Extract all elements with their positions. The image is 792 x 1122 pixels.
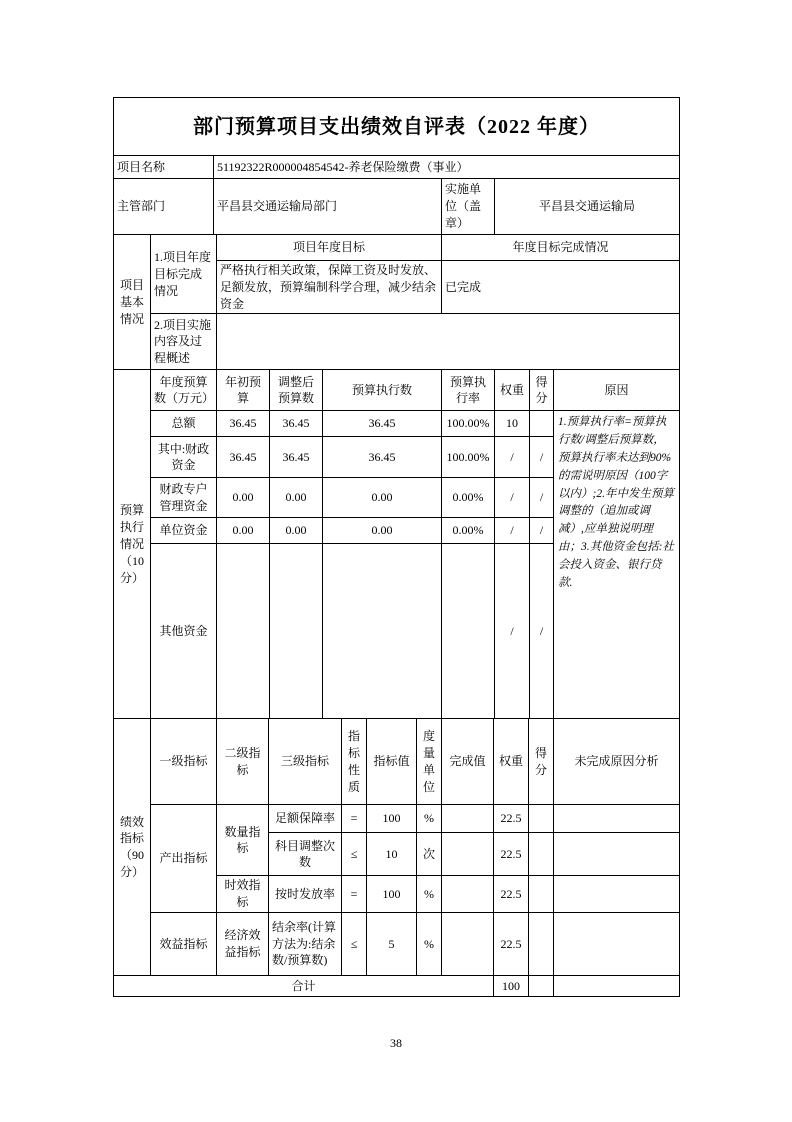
dept-value: 平昌县交通运输局部门 xyxy=(214,179,442,235)
perf-cell-level3: 足额保障率 xyxy=(269,805,342,833)
budget-row-label: 财政专户管理资金 xyxy=(151,478,217,518)
budget-cell-adjusted: 36.45 xyxy=(270,411,323,437)
perf-cell-analysis xyxy=(554,805,680,833)
budget-reason-text: 1.预算执行率=预算执行数/调整后预算数，预算执行率未达到90%的需说明原因（100字以内）;2.年中发生预算调整的（追加或调减）,应单独说明理由；3.其他资金包括:社会投入资金、银行贷款. xyxy=(554,411,680,719)
budget-header-weight: 权重 xyxy=(495,370,530,411)
budget-cell-rate xyxy=(442,544,495,719)
budget-cell-score: / xyxy=(530,437,554,478)
budget-cell-adjusted: 0.00 xyxy=(270,518,323,544)
perf-cell-nature: ≤ xyxy=(342,833,367,876)
budget-section-label: 预算执行情况（10分） xyxy=(114,370,151,719)
budget-cell-initial: 0.00 xyxy=(217,518,270,544)
budget-cell-executed xyxy=(323,544,442,719)
perf-cell-unit: 次 xyxy=(417,833,442,876)
perf-header-unit: 度量单位 xyxy=(417,719,442,805)
perf-cell-level3: 结余率(计算方法为:结余数/预算数) xyxy=(269,912,342,975)
perf-cell-level3: 按时发放率 xyxy=(269,876,342,913)
perf-cell-score xyxy=(529,833,554,876)
perf-level2-timeliness: 时效指标 xyxy=(217,876,269,913)
budget-row-label: 单位资金 xyxy=(151,518,217,544)
budget-cell-weight: 10 xyxy=(495,411,530,437)
budget-header-executed: 预算执行数 xyxy=(323,370,442,411)
perf-cell-weight: 22.5 xyxy=(494,912,529,975)
perf-header-score: 得分 xyxy=(529,719,554,805)
budget-header-reason: 原因 xyxy=(554,370,680,411)
perf-header-value: 指标值 xyxy=(367,719,417,805)
basic-info-header-row xyxy=(114,235,680,261)
budget-cell-adjusted: 36.45 xyxy=(270,437,323,478)
perf-cell-analysis xyxy=(554,833,680,876)
perf-cell-completion xyxy=(442,912,494,975)
total-analysis xyxy=(554,975,680,996)
budget-cell-executed: 0.00 xyxy=(323,478,442,518)
budget-header-category: 年度预算数（万元） xyxy=(151,370,217,411)
implementation-row-value xyxy=(217,314,680,370)
total-weight: 100 xyxy=(494,975,529,996)
budget-cell-executed: 36.45 xyxy=(323,437,442,478)
impl-unit-label: 实施单位（盖章） xyxy=(442,179,495,235)
department-row xyxy=(114,179,680,235)
perf-level1-benefit: 效益指标 xyxy=(151,912,217,975)
perf-cell-analysis xyxy=(554,912,680,975)
perf-level2-economic: 经济效益指标 xyxy=(217,912,269,975)
perf-level1-output: 产出指标 xyxy=(151,805,217,913)
total-row xyxy=(114,975,680,996)
perf-cell-nature: = xyxy=(342,876,367,913)
perf-cell-score xyxy=(529,876,554,913)
completion-text: 已完成 xyxy=(442,261,680,314)
total-label: 合计 xyxy=(114,975,494,996)
perf-header-level2: 二级指标 xyxy=(217,719,269,805)
perf-cell-value: 100 xyxy=(367,805,417,833)
page-title: 部门预算项目支出绩效自评表（2022 年度） xyxy=(114,98,680,156)
perf-cell-weight: 22.5 xyxy=(494,805,529,833)
goal-text: 严格执行相关政策，保障工资及时发放、足额发放，预算编制科学合理，减少结余资金 xyxy=(217,261,442,314)
budget-cell-initial xyxy=(217,544,270,719)
perf-cell-completion xyxy=(442,805,494,833)
perf-cell-analysis xyxy=(554,876,680,913)
basic-info-section-label: 项目基本情况 xyxy=(114,235,151,370)
perf-cell-weight: 22.5 xyxy=(494,833,529,876)
budget-row-label: 总额 xyxy=(151,411,217,437)
budget-cell-adjusted xyxy=(270,544,323,719)
perf-cell-unit: % xyxy=(417,876,442,913)
annual-goal-row-label: 1.项目年度目标完成情况 xyxy=(151,235,217,314)
budget-cell-weight: / xyxy=(495,437,530,478)
perf-header-level3: 三级指标 xyxy=(269,719,342,805)
project-name-label: 项目名称 xyxy=(114,156,214,179)
perf-header-level1: 一级指标 xyxy=(151,719,217,805)
perf-cell-nature: ≤ xyxy=(342,912,367,975)
budget-cell-score: / xyxy=(530,478,554,518)
budget-cell-rate: 100.00% xyxy=(442,411,495,437)
completion-header: 年度目标完成情况 xyxy=(442,235,680,261)
perf-header-nature: 指标性质 xyxy=(342,719,367,805)
budget-cell-score: / xyxy=(530,518,554,544)
budget-row-label: 其他资金 xyxy=(151,544,217,719)
perf-cell-unit: % xyxy=(417,805,442,833)
perf-cell-value: 5 xyxy=(367,912,417,975)
header-table xyxy=(113,97,680,235)
perf-cell-completion xyxy=(442,876,494,913)
perf-cell-unit: % xyxy=(417,912,442,975)
budget-header-rate: 预算执行率 xyxy=(442,370,495,411)
budget-row-total xyxy=(114,411,680,437)
perf-header-analysis: 未完成原因分析 xyxy=(554,719,680,805)
dept-label: 主管部门 xyxy=(114,179,214,235)
goal-header: 项目年度目标 xyxy=(217,235,442,261)
budget-row-label: 其中:财政资金 xyxy=(151,437,217,478)
project-name-row xyxy=(114,156,680,179)
perf-cell-value: 10 xyxy=(367,833,417,876)
budget-cell-rate: 0.00% xyxy=(442,478,495,518)
budget-cell-adjusted: 0.00 xyxy=(270,478,323,518)
budget-cell-initial: 0.00 xyxy=(217,478,270,518)
performance-section-label: 绩效指标（90分） xyxy=(114,719,151,976)
budget-cell-weight: / xyxy=(495,544,530,719)
budget-cell-rate: 0.00% xyxy=(442,518,495,544)
performance-table xyxy=(113,718,680,997)
implementation-row xyxy=(114,314,680,370)
perf-level2-quantity: 数量指标 xyxy=(217,805,269,876)
budget-cell-executed: 36.45 xyxy=(323,411,442,437)
budget-cell-weight: / xyxy=(495,518,530,544)
perf-cell-value: 100 xyxy=(367,876,417,913)
impl-unit-value: 平昌县交通运输局 xyxy=(495,179,680,235)
perf-row-surplus-rate xyxy=(114,912,680,975)
perf-cell-completion xyxy=(442,833,494,876)
performance-header-row xyxy=(114,719,680,805)
budget-cell-score xyxy=(530,411,554,437)
perf-cell-score xyxy=(529,912,554,975)
self-evaluation-table xyxy=(113,97,679,997)
budget-cell-initial: 36.45 xyxy=(217,437,270,478)
project-name-value: 51192322R000004854542-养老保险缴费（事业） xyxy=(214,156,680,179)
perf-cell-nature: = xyxy=(342,805,367,833)
total-score xyxy=(529,975,554,996)
budget-cell-executed: 0.00 xyxy=(323,518,442,544)
budget-cell-rate: 100.00% xyxy=(442,437,495,478)
budget-cell-initial: 36.45 xyxy=(217,411,270,437)
perf-cell-score xyxy=(529,805,554,833)
perf-cell-level3: 科目调整次数 xyxy=(269,833,342,876)
page-number: 38 xyxy=(390,1036,402,1050)
budget-header-adjusted: 调整后预算数 xyxy=(270,370,323,411)
budget-table xyxy=(113,369,680,719)
budget-header-score: 得分 xyxy=(530,370,554,411)
budget-header-row xyxy=(114,370,680,411)
budget-cell-weight: / xyxy=(495,478,530,518)
implementation-row-label: 2.项目实施内容及过程概述 xyxy=(151,314,217,370)
budget-header-initial: 年初预算 xyxy=(217,370,270,411)
basic-info-table xyxy=(113,234,680,370)
perf-cell-weight: 22.5 xyxy=(494,876,529,913)
perf-header-completion: 完成值 xyxy=(442,719,494,805)
perf-row-guarantee-rate xyxy=(114,805,680,833)
title-row xyxy=(114,98,680,156)
budget-cell-score: / xyxy=(530,544,554,719)
perf-header-weight: 权重 xyxy=(494,719,529,805)
